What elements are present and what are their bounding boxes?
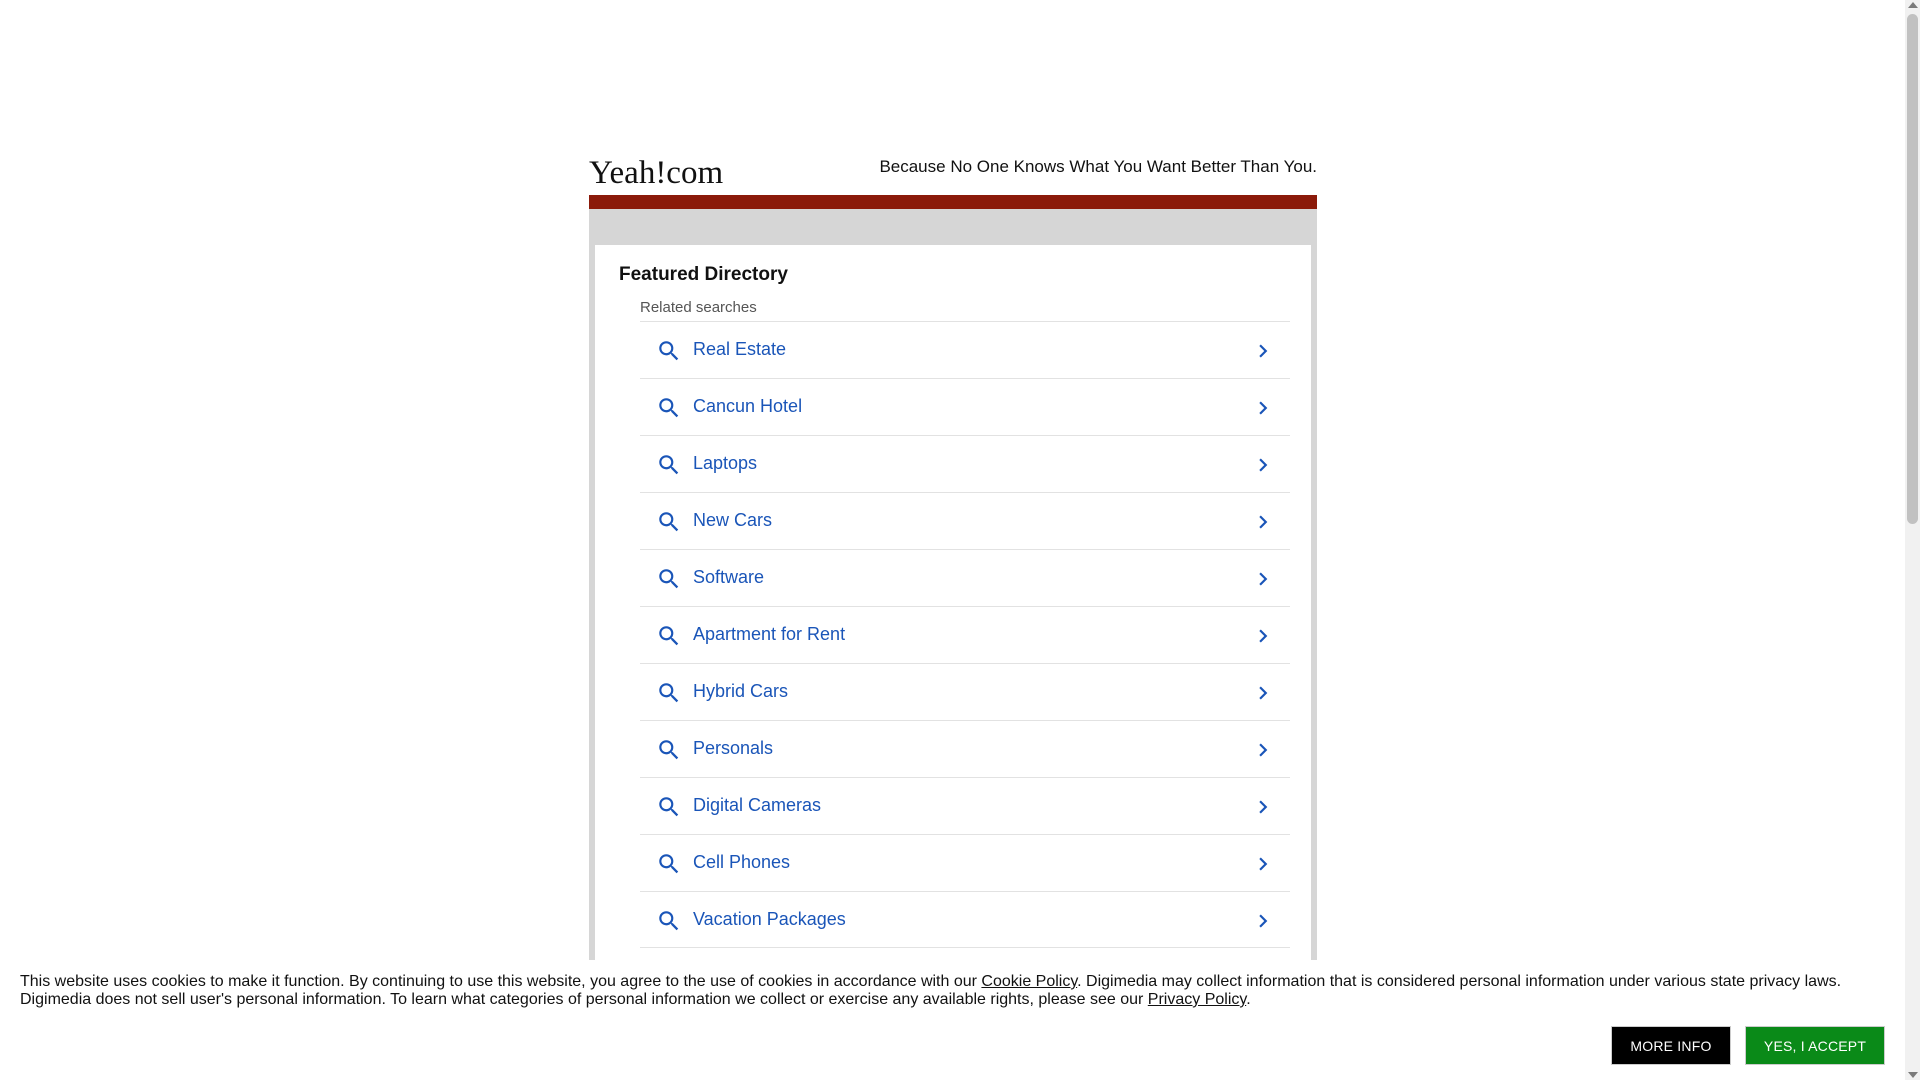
chevron-right-icon bbox=[1250, 395, 1276, 421]
list-item-label[interactable]: Apartment for Rent bbox=[693, 624, 846, 644]
chevron-right-icon bbox=[1250, 680, 1276, 706]
chevron-right-icon bbox=[1250, 566, 1276, 592]
list-item[interactable] bbox=[640, 891, 1290, 948]
scroll-down-arrow-icon[interactable] bbox=[1908, 1072, 1918, 1078]
list-item-label[interactable]: Personals bbox=[693, 738, 774, 758]
cookie-text-part2: . Digimedia may collect information that is considered personal information under various state privacy laws. Digimedia does not sell user's personal information. To learn what categories of personal information we collect or exercise any available rights, please see our bbox=[20, 973, 1842, 1008]
related-searches-label: Related searches bbox=[640, 299, 757, 316]
scrollbar-thumb[interactable] bbox=[1907, 14, 1918, 524]
chevron-right-icon bbox=[1250, 623, 1276, 649]
accept-cookies-button[interactable]: YES, I ACCEPT bbox=[1745, 1026, 1885, 1065]
search-icon bbox=[656, 452, 682, 478]
list-item-label[interactable]: Vacation Packages bbox=[693, 909, 846, 929]
list-item-label[interactable]: Laptops bbox=[693, 453, 758, 473]
nav-bar bbox=[589, 209, 1317, 239]
list-item[interactable] bbox=[640, 663, 1290, 720]
list-item[interactable] bbox=[640, 606, 1290, 663]
search-icon bbox=[656, 908, 682, 934]
search-icon bbox=[656, 794, 682, 820]
list-item-label[interactable]: Hybrid Cars bbox=[693, 681, 789, 701]
cookie-banner bbox=[0, 960, 1905, 1080]
list-item[interactable] bbox=[640, 435, 1290, 492]
search-icon bbox=[656, 566, 682, 592]
site-title[interactable]: Yeah!com bbox=[589, 155, 724, 191]
list-item[interactable] bbox=[640, 378, 1290, 435]
list-item[interactable] bbox=[640, 834, 1290, 891]
list-item-label[interactable]: Digital Cameras bbox=[693, 795, 822, 815]
search-icon bbox=[656, 509, 682, 535]
more-info-button[interactable]: MORE INFO bbox=[1611, 1026, 1731, 1065]
chevron-right-icon bbox=[1250, 794, 1276, 820]
cookie-text-part1: This website uses cookies to make it function. By continuing to use this website, you agree to the use of cookies in accordance with our bbox=[20, 973, 982, 990]
list-item-label[interactable]: Cell Phones bbox=[693, 852, 791, 872]
cookie-message bbox=[20, 973, 1900, 1009]
directory-panel bbox=[589, 239, 1317, 999]
featured-directory-title: Featured Directory bbox=[619, 264, 788, 285]
chevron-right-icon bbox=[1250, 908, 1276, 934]
search-icon bbox=[656, 737, 682, 763]
related-searches-list bbox=[640, 321, 1290, 948]
search-icon bbox=[656, 395, 682, 421]
list-item[interactable] bbox=[640, 321, 1290, 378]
vertical-scrollbar[interactable] bbox=[1905, 0, 1920, 1080]
privacy-policy-link[interactable]: Privacy Policy bbox=[1147, 991, 1247, 1008]
cookie-policy-link[interactable]: Cookie Policy bbox=[981, 973, 1078, 990]
list-item-label[interactable]: New Cars bbox=[693, 510, 773, 530]
search-icon bbox=[656, 338, 682, 364]
header-accent-bar bbox=[589, 195, 1317, 209]
chevron-right-icon bbox=[1250, 452, 1276, 478]
list-item[interactable] bbox=[640, 720, 1290, 777]
directory-panel-inner bbox=[595, 245, 1311, 1005]
list-item-label[interactable]: Real Estate bbox=[693, 339, 787, 359]
search-icon bbox=[656, 680, 682, 706]
scroll-up-arrow-icon[interactable] bbox=[1908, 2, 1918, 8]
cookie-text-part3: . bbox=[1246, 991, 1251, 1008]
list-item-label[interactable]: Software bbox=[693, 567, 765, 587]
list-item[interactable] bbox=[640, 492, 1290, 549]
chevron-right-icon bbox=[1250, 737, 1276, 763]
list-item[interactable] bbox=[640, 777, 1290, 834]
search-icon bbox=[656, 851, 682, 877]
chevron-right-icon bbox=[1250, 509, 1276, 535]
site-tagline: Because No One Knows What You Want Better Than You. bbox=[879, 157, 1317, 176]
list-item-label[interactable]: Cancun Hotel bbox=[693, 396, 803, 416]
list-item[interactable] bbox=[640, 549, 1290, 606]
chevron-right-icon bbox=[1250, 338, 1276, 364]
chevron-right-icon bbox=[1250, 851, 1276, 877]
site-header bbox=[589, 155, 1317, 195]
search-icon bbox=[656, 623, 682, 649]
